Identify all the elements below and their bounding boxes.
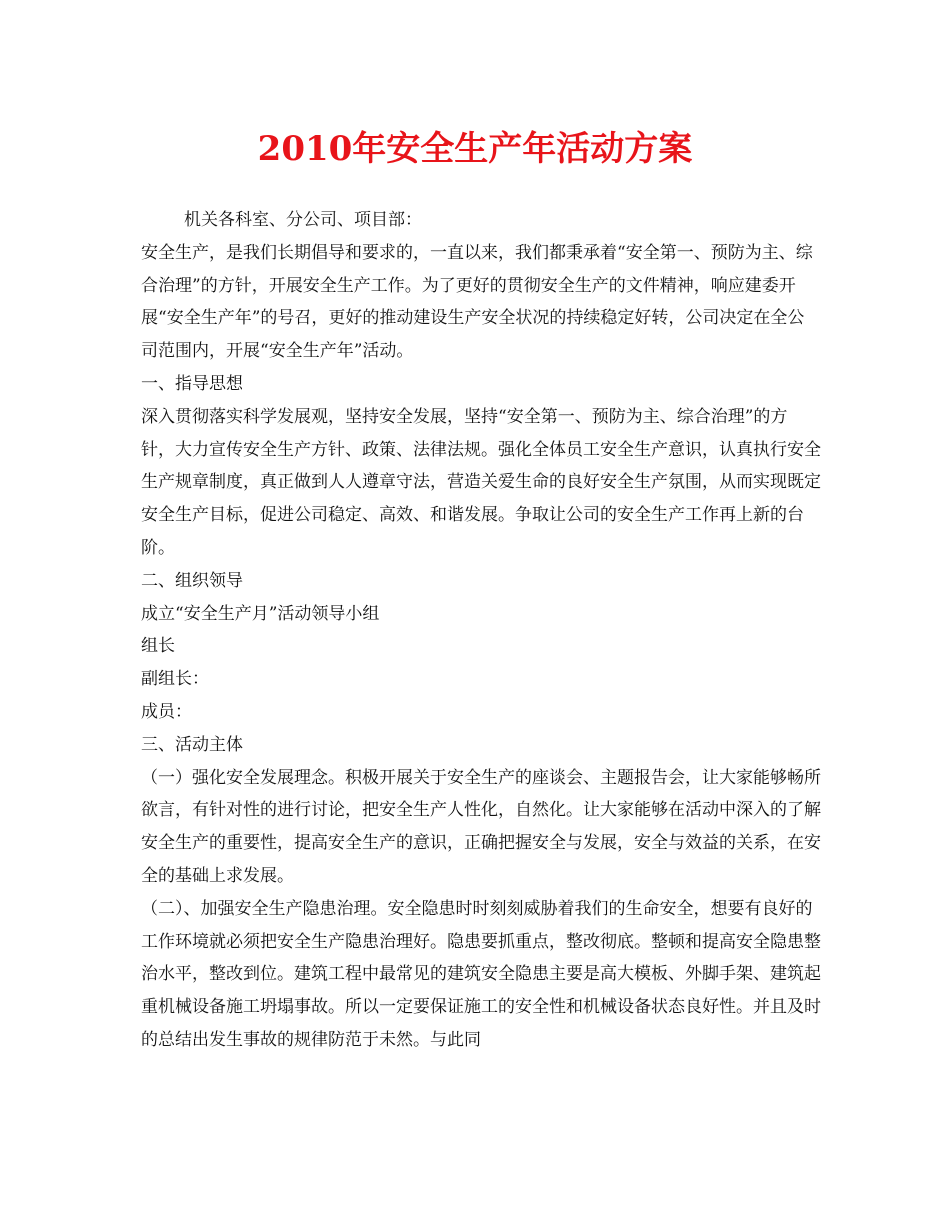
guiding-ideology-paragraph: 深入贯彻落实科学发展观，坚持安全发展，坚持“安全第一、预防为主、综合治理”的方针，大力宣传安全生产方针、政策、法律法规。强化全体员工安全生产意识，认真执行安全生产规章制度，真正做到人人遵章守法，营造关爱生命的良好安全生产氛围，从而实现既定安全生产目标，促进公司稳定、高效、和谐发展。争取让公司的安全生产工作再上新的台阶。	[141, 406, 821, 558]
activity-item-2: （二）、加强安全生产隐患治理。安全隐患时时刻刻威胁着我们的生命安全，想要有良好的工作环境就必须把安全生产隐患治理好。隐患要抓重点，整改彻底。整顿和提高安全隐患整治水平，整改到位。建筑工程中最常见的建筑安全隐患主要是高大模板、外脚手架、建筑起重机械设备施工坍塌事故。所以一定要保证施工的安全性和机械设备状态良好性。并且及时的总结出发生事故的规律防范于未然。与此同	[141, 898, 821, 1050]
leader-line: 组长	[141, 636, 175, 657]
activity-item-1: （一）强化安全发展理念。积极开展关于安全生产的座谈会、主题报告会，让大家能够畅所欲言，有针对性的进行讨论，把安全生产人性化，自然化。让大家能够在活动中深入的了解安全生产的重要性，提高安全生产的意识，正确把握安全与发展，安全与效益的关系，在安全的基础上求发展。	[141, 767, 821, 886]
section-heading-organization: 二、组织领导	[141, 570, 243, 591]
deputy-leader-line: 副组长：	[141, 669, 209, 690]
section-heading-guiding-ideology: 一、指导思想	[141, 373, 243, 394]
members-line: 成员：	[141, 701, 192, 722]
document-body	[141, 204, 821, 1057]
section-heading-activities: 三、活动主体	[141, 734, 243, 755]
intro-paragraph: 安全生产，是我们长期倡导和要求的，一直以来，我们都秉承着“安全第一、预防为主、综合治理”的方针，开展安全生产工作。为了更好的贯彻安全生产的文件精神，响应建委开展“安全生产年”的号召，更好的推动建设生产安全状况的持续稳定好转，公司决定在全公司范围内，开展“安全生产年”活动。	[141, 242, 813, 362]
salutation: 机关各科室、分公司、项目部：	[184, 210, 422, 230]
leadership-group-line: 成立“安全生产月”活动领导小组	[141, 603, 380, 624]
document-title: 2010年安全生产年活动方案	[257, 129, 693, 169]
